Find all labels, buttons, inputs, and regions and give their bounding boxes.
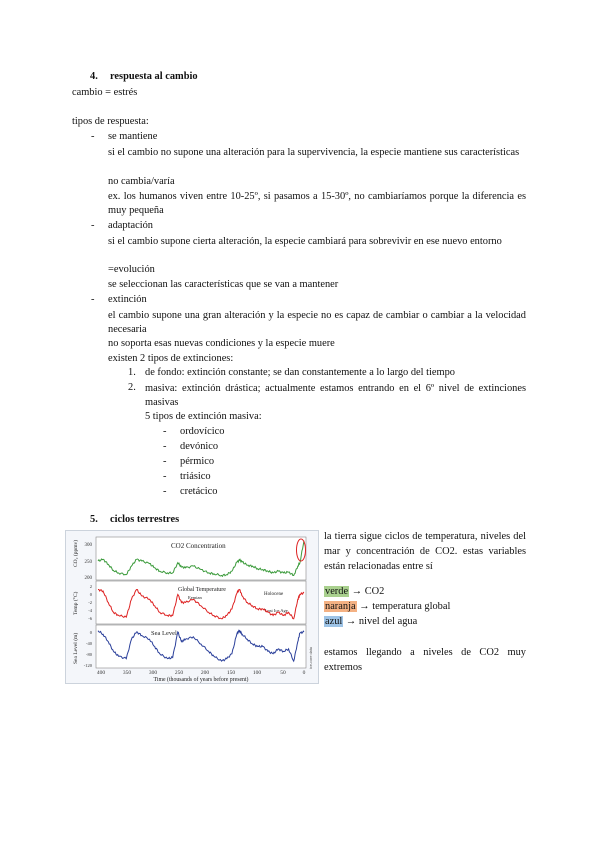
y-tick: 0 (89, 630, 92, 635)
y-tick: -80 (86, 652, 92, 657)
ciclos-paragraph: la tierra sigue ciclos de temperatura, niveles del mar y concentración de CO2. estas variables están relacionadas entre sí (324, 531, 526, 572)
mass-item: triásico (180, 471, 211, 482)
x-tick: 400 (96, 670, 106, 676)
y-tick: 0 (89, 592, 92, 597)
tipos-respuesta-intro: tipos de respuesta: (72, 116, 149, 127)
mass-item: pérmico (180, 456, 215, 467)
x-tick: 100 (252, 670, 262, 676)
bullet-dash: - (163, 471, 167, 482)
numbered-index: 1. (128, 367, 136, 378)
item-text: =evolución (108, 264, 155, 275)
xlabel: Time (thousands of years before present) (153, 677, 249, 683)
x-tick: 0 (302, 670, 306, 676)
item-title-extincion: extinción (108, 294, 147, 305)
side-label-ice-core: ice-core data (309, 647, 313, 669)
ylabel-temperature: Temp (°C) (73, 591, 79, 615)
arrow-icon: → (351, 586, 363, 597)
item-text: el cambio supone una gran alteración y la especie no es capaz de cambiar o cambiar a la velocidad necesaria (108, 310, 526, 335)
numbered-index: 2. (128, 382, 136, 393)
ylabel-sea-level: Sea Level (m) (73, 632, 79, 664)
item-text: si el cambio supone cierta alteración, la especie cambiará para sobrevivir en ese nuevo entorno (108, 236, 502, 247)
item-text: no soporta esas nuevas condiciones y la especie muere (108, 338, 335, 349)
bullet-dash: - (163, 441, 167, 452)
legend-desc: CO2 (364, 586, 385, 597)
y-tick: 300 (84, 543, 92, 548)
y-tick: 200 (84, 576, 92, 581)
item-text: se seleccionan las características que se van a mantener (108, 279, 339, 290)
section-5-number: 5. (90, 514, 98, 525)
x-tick: 350 (122, 670, 132, 676)
bullet-dash: - (163, 426, 167, 437)
mass-item: ordovícico (180, 426, 225, 437)
label-holocene: Holocene (264, 592, 284, 597)
legend-row-blue (324, 616, 417, 627)
item-title-se-mantiene: se mantiene (108, 131, 158, 142)
item-text: ex. los humanos viven entre 10-25º, si pasamos a 15-30º, no cambiaríamos porque la diferencia es muy pequeña (108, 191, 526, 216)
label-eemian: Eemian (188, 595, 202, 600)
y-tick: -4 (88, 608, 92, 613)
mass-item: cretácico (180, 486, 218, 497)
panel-title-co2: CO2 Concentration (171, 542, 226, 550)
mass-extinction-intro: 5 tipos de extinción masiva: (145, 411, 262, 422)
y-tick: -40 (86, 641, 92, 646)
legend-desc: temperatura global (372, 601, 451, 612)
bullet-dash: - (91, 131, 95, 142)
panel-title-temperature: Global Temperature (178, 587, 226, 593)
bullet-dash: - (163, 456, 167, 467)
section-5-title: ciclos terrestres (110, 514, 180, 525)
panel-frame-sea-level (96, 625, 306, 668)
item-title-adaptacion: adaptación (108, 220, 154, 231)
ylabel-co2: CO₂ (ppmv) (73, 539, 79, 567)
item-text: no cambia/varía (108, 176, 175, 187)
x-tick: 200 (200, 670, 210, 676)
section-4-number: 4. (90, 71, 98, 82)
bullet-dash: - (91, 294, 95, 305)
legend-row-orange (324, 601, 450, 612)
x-tick: 250 (174, 670, 184, 676)
y-tick: -6 (88, 616, 92, 621)
bullet-dash: - (91, 220, 95, 231)
x-tick: 300 (148, 670, 158, 676)
legend-row-green (324, 586, 384, 597)
numbered-text: masiva: extinción drástica; actualmente estamos entrando en el 6º nivel de extinciones masivas (145, 383, 526, 408)
legend-word-naranja: naranja (325, 601, 356, 612)
mass-item: devónico (180, 441, 219, 452)
co2-extreme-paragraph: estamos llegando a niveles de CO2 muy extremos (324, 647, 526, 673)
climate-cycles-figure (65, 530, 319, 684)
legend-desc: nivel del agua (358, 616, 418, 627)
y-tick: -120 (83, 663, 92, 668)
numbered-text: de fondo: extinción constante; se dan constantemente a lo largo del tiempo (145, 367, 455, 378)
x-tick: 50 (280, 670, 286, 676)
arrow-icon: → (345, 616, 357, 627)
y-tick: 250 (84, 560, 92, 565)
arrow-icon: → (359, 601, 370, 612)
legend-word-verde: verde (325, 586, 349, 597)
section-4-title: respuesta al cambio (110, 71, 198, 82)
x-tick: 150 (226, 670, 236, 676)
y-tick: 2 (89, 584, 92, 589)
panel-title-sea-level: Sea Level (151, 630, 177, 637)
climate-cycles-chart (66, 531, 318, 683)
item-text: existen 2 tipos de extinciones: (108, 353, 234, 364)
legend-word-azul: azul (325, 616, 343, 627)
cambio-estres-line: cambio = estrés (72, 87, 138, 98)
bullet-dash: - (163, 486, 167, 497)
item-text: si el cambio no supone una alteración para la supervivencia, la especie mantiene sus características (108, 147, 520, 158)
label-last-ice-age: Last Ice Age (265, 608, 288, 613)
y-tick: -2 (88, 600, 92, 605)
